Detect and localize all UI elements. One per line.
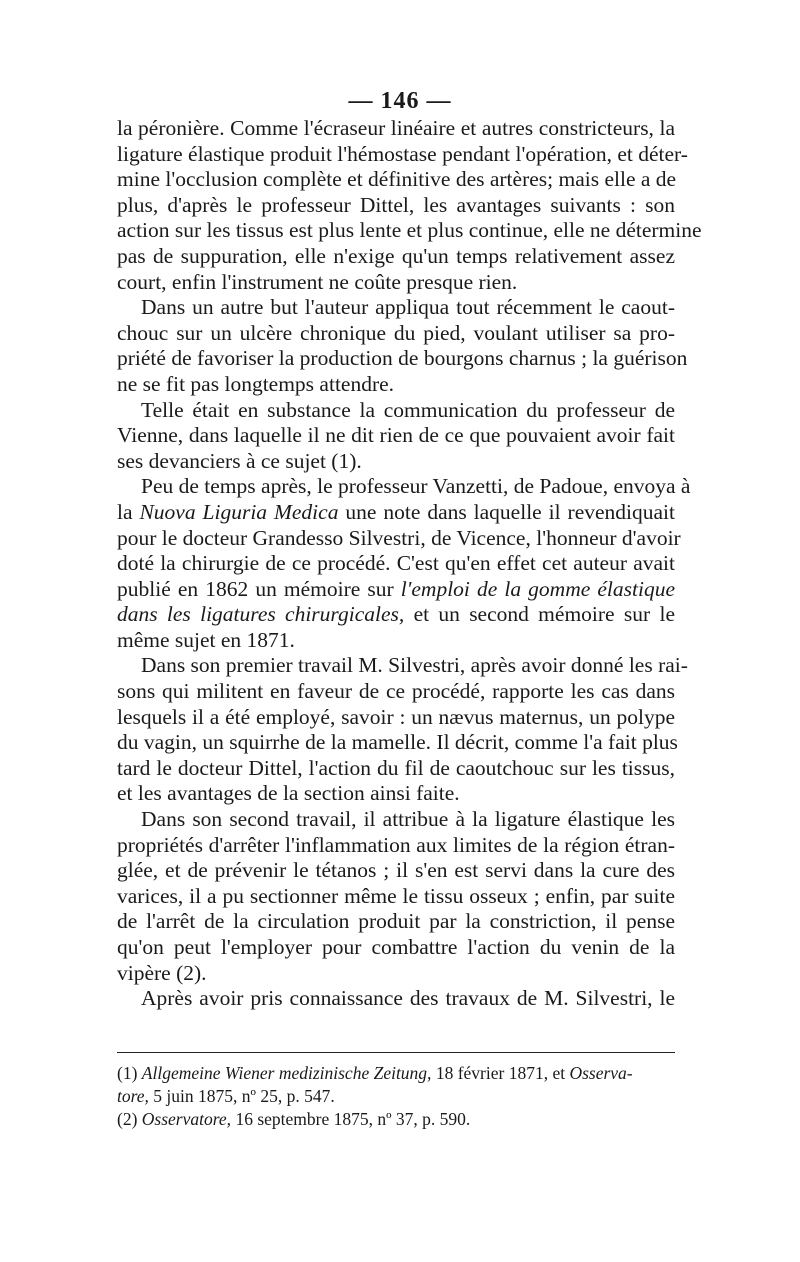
text-line: Dans son premier travail M. Silvestri, après avoir donné les rai- (141, 653, 688, 678)
text-line: pour le docteur Grandesso Silvestri, de Vicence, l'honneur d'avoir (117, 525, 681, 550)
text-line (117, 500, 675, 526)
text-line: de l'arrêt de la circulation produit par la constriction, il pense (117, 909, 675, 934)
page-number: — 146 — (348, 88, 452, 114)
footnote-text: 5 juin 1875, nº 25, p. 547. (148, 1086, 335, 1106)
text-line: Dans un autre but l'auteur appliqua tout récemment le caout- (141, 295, 675, 320)
text-line: Peu de temps après, le professeur Vanzetti, de Padoue, envoya à (141, 474, 691, 499)
text-line: du vagin, un squirrhe de la mamelle. Il décrit, comme l'a fait plus (117, 730, 678, 755)
text-segment: la (117, 499, 140, 524)
italic-title: l'emploi de la gomme élastique (400, 576, 675, 601)
italic-title: Nuova Liguria Medica (139, 499, 339, 524)
text-segment: une note dans laquelle il revendiquait (338, 499, 675, 524)
text-line: Dans son second travail, il attribue à la ligature élastique les (141, 807, 675, 832)
text-line: ses devanciers à ce sujet (1). (117, 448, 362, 473)
text-line: mine l'occlusion complète et définitive des artères; mais elle a de (117, 167, 677, 192)
text-line: ne se fit pas longtemps attendre. (117, 371, 395, 396)
text-line: Après avoir pris connaissance des travaux de M. Silvestri, le (141, 986, 675, 1011)
footnote-italic-title: Osserva- (569, 1063, 633, 1083)
footnote-text: (2) (117, 1109, 142, 1129)
italic-title: dans les ligatures chirurgicales, (117, 602, 405, 627)
text-line: sons qui militent en faveur de ce procédé, rapporte les cas dans (117, 679, 675, 704)
body-text (117, 116, 702, 1012)
footnote-italic-title: tore, (117, 1086, 149, 1106)
text-segment: publié en 1862 un mémoire sur (117, 576, 401, 601)
text-line: plus, d'après le professeur Dittel, les avantages suivants : son (117, 192, 675, 217)
footnote-text: 16 septembre 1875, nº 37, p. 590. (231, 1109, 471, 1129)
footnote-text: 18 février 1871, et (431, 1063, 570, 1083)
text-line: propriétés d'arrêter l'inflammation aux limites de la région étran- (117, 832, 675, 857)
text-line: action sur les tissus est plus lente et plus continue, elle ne détermine (117, 218, 702, 243)
footnote-line (117, 1085, 675, 1108)
text-line (117, 577, 675, 603)
text-line: qu'on peut l'employer pour combattre l'action du venin de la (117, 935, 675, 959)
footnote-separator (117, 1052, 675, 1053)
footnote-italic-title: Allgemeine Wiener medizinische Zeitung, (141, 1063, 432, 1083)
text-line: court, enfin l'instrument ne coûte presque rien. (117, 269, 518, 294)
text-line: Vienne, dans laquelle il ne dit rien de ce que pouvaient avoir fait (117, 423, 675, 448)
footnotes (117, 1062, 675, 1131)
text-segment: et un second mémoire sur le (404, 602, 675, 627)
text-line: glée, et de prévenir le tétanos ; il s'en est servi dans la cure des (117, 858, 675, 883)
text-line: même sujet en 1871. (117, 627, 295, 652)
footnote-text: (1) (117, 1063, 142, 1083)
footnote-line (117, 1108, 675, 1131)
text-line: lesquels il a été employé, savoir : un nævus maternus, un polype (117, 704, 675, 729)
text-line: varices, il a pu sectionner même le tissu osseux ; enfin, par suite (117, 883, 675, 908)
text-line: tard le docteur Dittel, l'action du fil de caoutchouc sur les tissus, (117, 755, 675, 780)
footnote-italic-title: Osservatore, (141, 1109, 232, 1129)
text-line: vipère (2). (117, 960, 207, 985)
text-line: chouc sur un ulcère chronique du pied, voulant utiliser sa pro- (117, 320, 675, 345)
text-line: la péronière. Comme l'écraseur linéaire et autres constricteurs, la (117, 116, 675, 140)
footnote-line (117, 1062, 675, 1085)
text-line (117, 602, 675, 628)
text-line: doté la chirurgie de ce procédé. C'est qu'en effet cet auteur avait (117, 551, 675, 576)
text-line: ligature élastique produit l'hémostase pendant l'opération, et déter- (117, 141, 688, 166)
text-line: Telle était en substance la communication du professeur de (141, 397, 675, 422)
text-line: pas de suppuration, elle n'exige qu'un temps relativement assez (117, 243, 675, 268)
text-line: et les avantages de la section ainsi faite. (117, 781, 460, 806)
text-line: priété de favoriser la production de bourgons charnus ; la guérison (117, 346, 688, 371)
